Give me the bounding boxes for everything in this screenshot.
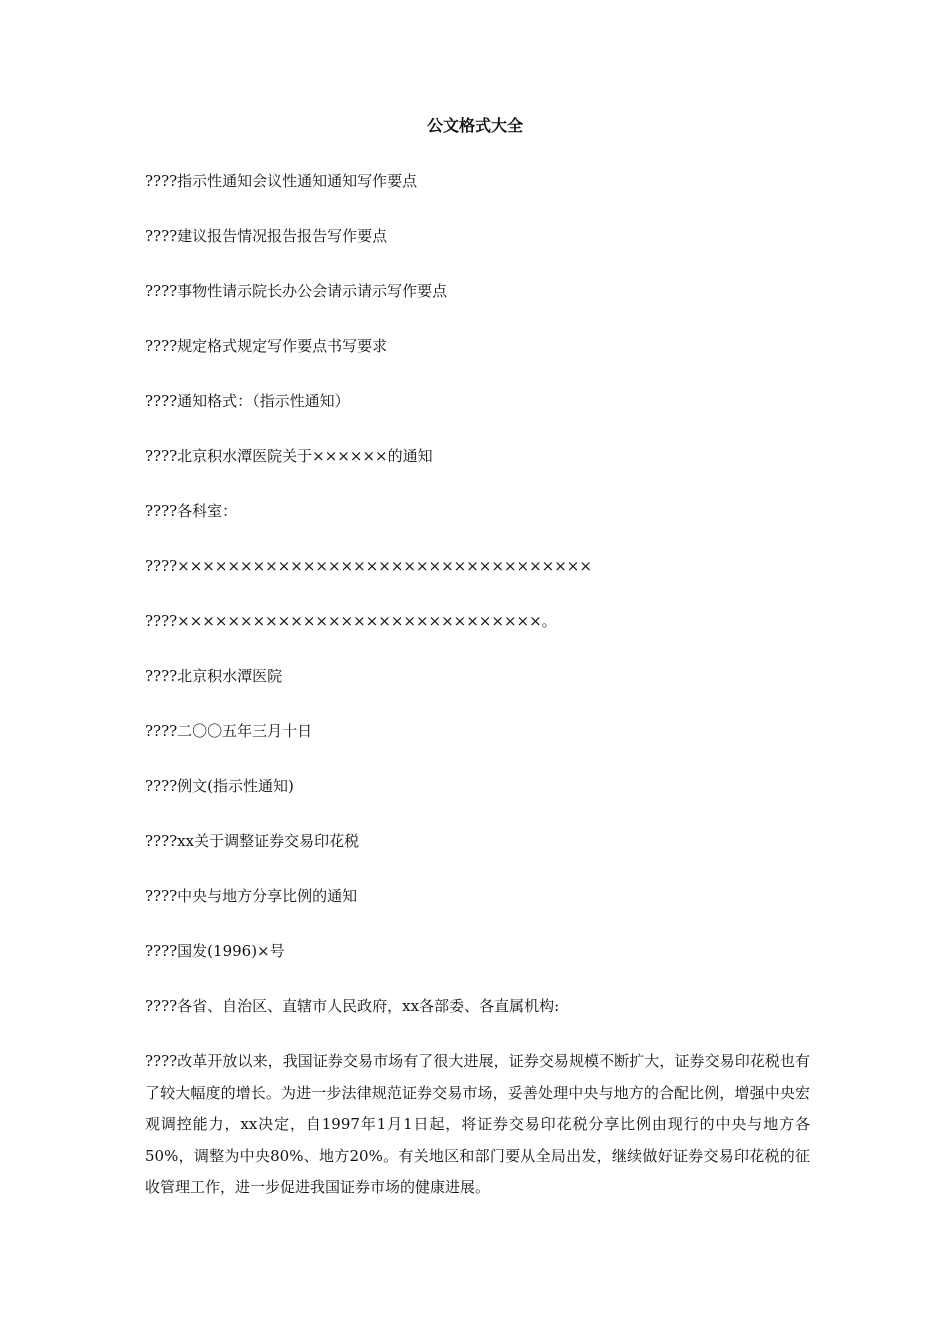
document-lines: [145, 169, 810, 1049]
doc-line: ????事物性请示院长办公会请示请示写作要点: [145, 282, 448, 300]
doc-line: ????xx关于调整证券交易印花税: [145, 832, 360, 850]
doc-line: ????通知格式：（指示性通知）: [145, 392, 350, 410]
doc-line: ????各省、自治区、直辖市人民政府，xx各部委、各直属机构:: [145, 997, 560, 1015]
doc-line: ????例文(指示性通知): [145, 777, 294, 795]
doc-line: ????北京积水潭医院: [145, 667, 283, 685]
doc-line: ????×××××××××××××××××××××××××××××××××: [145, 557, 592, 575]
doc-line: ????各科室：: [145, 502, 238, 520]
doc-line: ????指示性通知会议性通知通知写作要点: [145, 172, 418, 190]
doc-line: ????中央与地方分享比例的通知: [145, 887, 358, 905]
doc-line: ????建议报告情况报告报告写作要点: [145, 227, 388, 245]
doc-line: ????规定格式规定写作要点书写要求: [145, 337, 388, 355]
doc-line: ????国发(1996)×号: [145, 942, 285, 960]
body-paragraph: ????改革开放以来，我国证券交易市场有了很大进展，证券交易规模不断扩大，证券交易印花税也有了较大幅度的增长。为进一步法律规范证券交易市场，妥善处理中央与地方的合配比例，增强中央宏观调控能力，xx决定，自1997年1月1日起，将证券交易印花税分享比例由现行的中央与地方各50%，调整为中央80%、地方20%。有关地区和部门要从全局出发，继续做好证券交易印花税的征收管理工作，进一步促进我国证券市场的健康进展。: [145, 1052, 810, 1197]
doc-line: ????北京积水潭医院关于××××××的通知: [145, 447, 433, 465]
doc-line: ????二〇〇五年三月十日: [145, 722, 313, 740]
document-title: 公文格式大全: [426, 116, 523, 135]
doc-line: ????×××××××××××××××××××××××××××××。: [145, 612, 557, 630]
